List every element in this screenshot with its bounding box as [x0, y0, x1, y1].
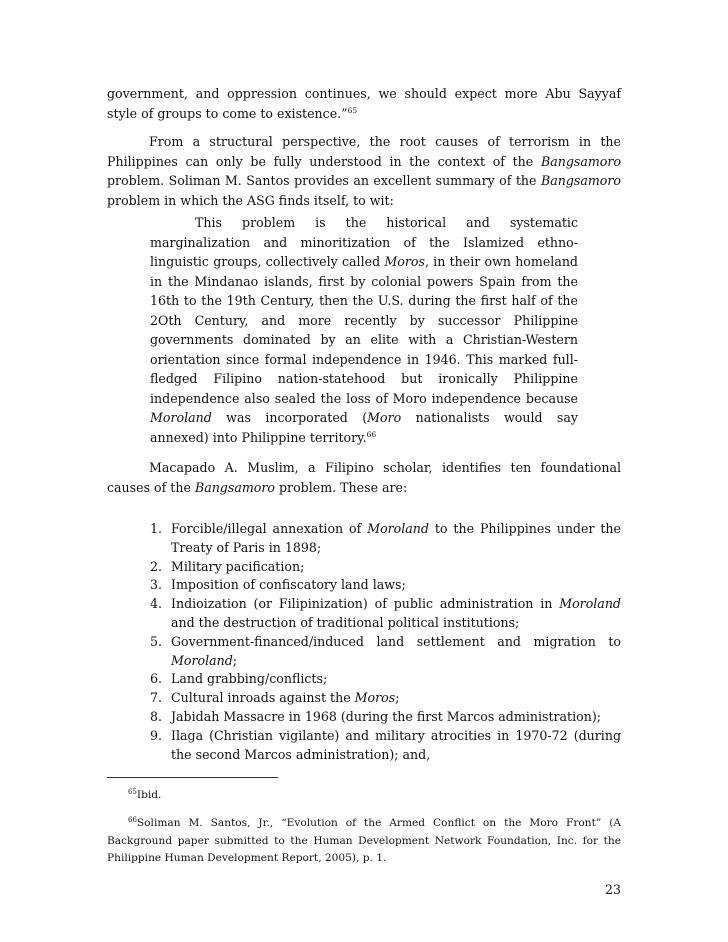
list-item: 8. Jabidah Massacre in 1968 (during the first Marcos administration); [150, 708, 601, 724]
paragraph-continuation [107, 84, 621, 123]
block-quote: This problem is the historical and systematic marginalization and minoritization of the Islamized ethno-linguistic groups, collectively called Moros, in their own homeland in the Mindanao islands, first by colonial powers Spain from the 16th to the 19th Century, then the U.S. during the first half of the 2Oth Century, and more recently by successor Philippine governments dominated by an elite with a Christian-Western orientation since formal independence in 1946. This marked full-fledged Filipino nation-statehood but ironically Philippine independence also sealed the loss of Moro independence because Moroland was incorporated (Moro nationalists would say annexed) into Philippine territory.$^{66}$ [150, 215, 578, 445]
list-item: 4. Indioization (or Filipinization) of public administration in Moroland and the destruction of traditional political institutions; [150, 596, 621, 630]
list-item: 6. Land grabbing/conflicts; [150, 671, 328, 687]
paragraph-text: government, and oppression continues, we should expect more Abu Sayyaf style of groups to come to existence.” [107, 86, 621, 121]
footnote-ref[interactable]: 66 [366, 429, 377, 439]
footnote-separator [107, 777, 278, 778]
list-item: 7. Cultural inroads against the Moros; [150, 690, 400, 706]
list-item: 2. Military pacification; [150, 558, 305, 574]
footnote-66: $^{66}$Soliman M. Santos, Jr., “Evolution of the Armed Conflict on the Moro Front” (A Background paper submitted to the Human Development Network Foundation, Inc. for the Philippine Human Development Report, 2005), p. 1. [107, 816, 621, 864]
paragraph-structural: From a structural perspective, the root causes of terrorism in the Philippines can only be fully understood in the context of the Bangsamoro problem. Soliman M. Santos provides an excellent summary of the Bangsamoro problem in which the ASG finds itself, to wit: [107, 134, 621, 208]
paragraph-muslim: Macapado A. Muslim, a Filipino scholar, identifies ten foundational causes of the Bangsamoro problem. These are: [107, 460, 621, 495]
list-item: 1. Forcible/illegal annexation of Moroland to the Philippines under the Treaty of Paris in 1898; [150, 521, 621, 555]
footnote-65: $^{65}$Ibid. [128, 788, 162, 801]
list-item: 5. Government-financed/induced land settlement and migration to Moroland; [150, 633, 621, 668]
page-number: 23 [604, 882, 621, 897]
footnote-ref[interactable]: 65 [347, 105, 358, 115]
list-item: 9. Ilaga (Christian vigilante) and military atrocities in 1970-72 (during the second Marcos administration); and, [150, 727, 621, 762]
list-item: 3. Imposition of confiscatory land laws; [150, 577, 406, 593]
causes-list [150, 520, 621, 764]
